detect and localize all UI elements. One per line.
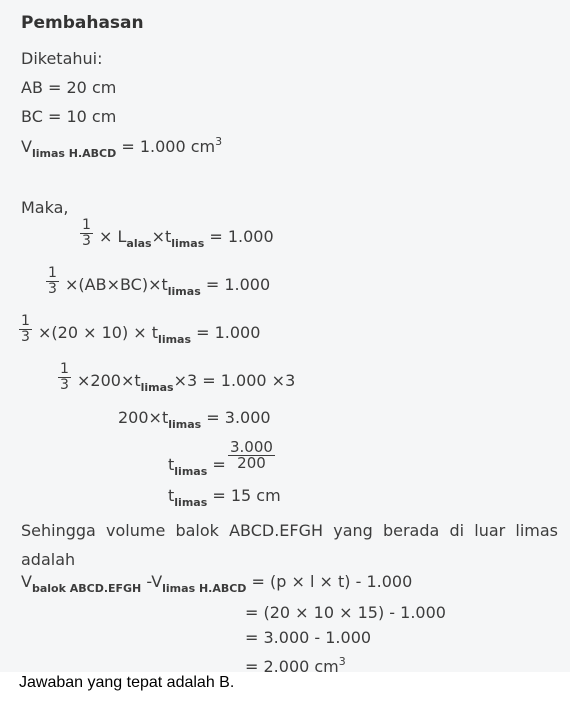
volume-subscript: limas H.ABCD — [31, 147, 117, 160]
step-1-expression: × $L_{alas}\times t_{limas} = 1.000$ — [99, 227, 274, 250]
fraction-one-third: 1 3 — [60, 361, 69, 393]
final-lhs: $V_{balok ABCD.EFGH}$ $-V_{limas H.ABCD} = (p \times l \times t) - 1.000$ — [21, 572, 413, 595]
known-label: Diketahui: — [21, 49, 103, 68]
volume-value: = 1.000 cm — [116, 137, 216, 156]
fraction-one-third: 1 3 — [21, 313, 30, 345]
step-2-expression: $\times(AB\times BC)\times t_{limas} = 1.000$ — [65, 275, 271, 298]
fraction-3000-over-200: 3.000 200 — [230, 438, 273, 472]
fraction-one-third: 1 3 — [82, 217, 91, 249]
maka-label: Maka, — [21, 198, 69, 217]
step-3-expression: $\times(20 \times 10) \times t_{limas} = 1.000$ — [38, 323, 261, 346]
conclusion-line-1: Sehingga volume balok ABCD.EFGH yang berada di luar limas — [21, 521, 558, 540]
step-4-expression: $\times 200\times t_{limas}\times 3 = 1.000 \times 3$ — [77, 371, 296, 394]
section-heading: Pembahasan — [21, 13, 144, 33]
step-5-expression: $200\times t_{limas} = 3.000$ — [118, 408, 271, 431]
final-step-3: = 3.000 - 1.000 — [245, 628, 372, 647]
volume-exponent: 3 — [215, 135, 223, 148]
known-bc: BC = 10 cm — [21, 107, 117, 126]
answer-text: Jawaban yang tepat adalah B. — [19, 674, 235, 691]
step-7-expression: $t_{limas} = 15$ cm — [168, 486, 281, 509]
fraction-one-third: 1 3 — [48, 265, 57, 297]
final-step-4: = 2.000 $cm^3$ — [245, 655, 346, 676]
final-step-2: = (20 × 10 × 15) - 1.000 — [245, 603, 446, 622]
conclusion-line-2: adalah — [21, 550, 76, 569]
known-ab: AB = 20 cm — [21, 78, 117, 97]
step-6-expression: $t_{limas}$ = — [168, 455, 226, 478]
known-volume — [21, 136, 222, 159]
volume-symbol: V — [21, 137, 32, 156]
